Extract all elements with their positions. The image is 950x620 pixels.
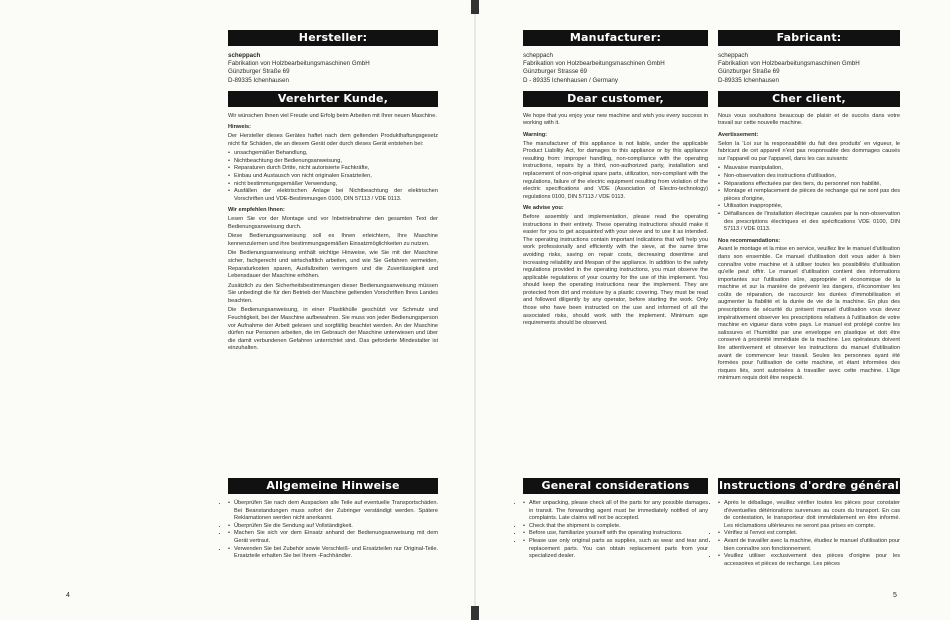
list-item: • Utilisation inappropriée, bbox=[718, 203, 900, 211]
list-item: • Montage et remplacement de pièces de rechange qui ne sont pas des pièces d'origine, bbox=[718, 188, 900, 203]
list-item: • • After unpacking, please check all of the parts for any possible damages in transit. The forwarding agent must be immediately notified of any complaints. Late claims will not be accepted. bbox=[523, 500, 708, 523]
address-line: Günzburger Strasse 69 bbox=[523, 68, 587, 76]
list-item: • unsachgemäßer Behandlung, bbox=[228, 150, 438, 158]
address-line: scheppach bbox=[228, 52, 261, 59]
french-manufacturer-heading: Fabricant: bbox=[718, 30, 900, 46]
warning-title: Warning: bbox=[523, 132, 548, 138]
list-item: • Reparaturen durch Dritte, nicht autorisierte Fachkräfte, bbox=[228, 165, 438, 173]
english-general-list bbox=[523, 500, 708, 561]
recommend-text: Avant le montage et la mise en service, veuillez lire le manuel d'utilisation dans son ensemble. Ce manuel d'utilisation doit vous aider à bien connaître votre machine et à utiliser toutes les possibilités d'utilisation qu'elle peut offrir. Le manuel d'utilisation contient des informations importantes sur l'utilisation sûre, appropriée et économique de la machine et sur la manière de prévenir les dangers, d'économiser les coûts de réparation, de raccourcir les durées d'immobilisation et augmenter la fiabilité et la durée de vie de la machine. En plus des prescriptions de sécurité du présent manuel d'utilisation vous devez impérativement observer les prescriptions relatives à l'utilisation de votre machine en vigueur dans votre pays. Le manuel est protégé contre les salissures et l'humidité par une enveloppe en plastique et doit être conservé à proximité immédiate de la machine. Les opérateurs doivent lire attentivement et observer les instructions du manuel d'utilisation avant de commencer leur travail. Seules les personnes ayant été formées pour l'utilisation de cette machine, et étant informées des risques liés, sont autorisées à travailler avec cette machine. L'âge minimum requis doit être respecté. bbox=[718, 246, 900, 382]
german-address bbox=[228, 52, 438, 85]
list-item: • • Vérifiez si l'envoi est complet. bbox=[718, 530, 900, 538]
list-item: • Réparations effectuées par des tiers, du personnel non habilité, bbox=[718, 181, 900, 189]
list-item: • Ausfällen der elektrischen Anlage bei Nichtbeachtung der elektrischen Vorschriften und VDE-Bestimmungen 0100, DIN 57113 / VDE 0113. bbox=[228, 188, 438, 203]
paragraph: Die Bedienungsanweisung enthält wichtige Hinweise, wie Sie mit der Maschine sicher, fachgerecht und wirtschaftlich arbeiten, und wie Sie Gefahren vermeiden, Reparaturkosten sparen, Ausfallzeiten verringern und die Zuverlässigkeit und Lebensdauer der Maschine erhöhen. bbox=[228, 250, 438, 280]
paragraph: Lesen Sie vor der Montage und vor Inbetriebnahme den gesamten Text der Bedienungsanweisung durch. bbox=[228, 215, 438, 230]
list-item: • • Après le déballage, veuillez vérifier toutes les pièces pour constater d'éventuelles détériorations survenues au cours du transport. En cas de contestation, le transporteur doit immédiatement en être informé. Les réclamations ultérieures ne seront pas prises en compte. bbox=[718, 500, 900, 530]
list-item: • • Veuillez utiliser exclusivement des pièces d'origine pour les accessoires et pièces de rechange. Les pièces bbox=[718, 553, 900, 568]
paragraph: Diese Bedienungsanweisung soll es Ihnen erleichtern, Ihre Maschine kennenzulernen und ihre bestimmungsgemäßen Einsatzmöglichkeiten zu nutzen. bbox=[228, 233, 438, 247]
list-item: • • Check that the shipment is complete. bbox=[523, 523, 708, 531]
intro-text: Nous vous souhaitons beaucoup de plaisir et de succès dans votre travail sur cette nouvelle machine. bbox=[718, 112, 900, 127]
list-item: • Non-observation des instructions d'utilisation, bbox=[718, 173, 900, 181]
french-column bbox=[718, 30, 900, 385]
list-item: • • Please use only original parts as supplies, such as wear and tear and replacement parts. You can obtain replacement parts from your specialized dealer. bbox=[523, 538, 708, 561]
list-item: • • Überprüfen Sie nach dem Auspacken alle Teile auf eventuelle Transportschäden. Bei Beanstandungen muss sofort der Zubringer verständigt werden. Spätere Reklamationen werden nicht anerkannt. bbox=[228, 500, 438, 523]
german-body bbox=[228, 113, 438, 353]
english-manufacturer-heading: Manufacturer: bbox=[523, 30, 708, 46]
recommend-title: Nos recommandations: bbox=[718, 237, 781, 244]
advise-text: Before assembly and implementation, please read the operating instructions in their entirety. These operating instructions should make it easier for you to get acquainted with your sieve and to use it as intended. The operating instructions contain important indications that will help you work professionally and efficiently with the sieve, at the same time avoiding risks, saving on repair costs, decreasing downtime and increasing reliability and lifespan of the appliance. In addition to the safety regulations provided in the operating instructions, you must observe the applicable regulations of your country for the use of this implement. You should keep the operating instructions near the implement. They are protected from dirt and moisture by a plastic covering. They must be read and followed diligently by any operator, before starting the work. Only those who have been instructed on the use and informed of all the associated risks, should work with the implement. Minimum age requirements should be observed. bbox=[523, 213, 708, 327]
english-column bbox=[523, 30, 708, 330]
list-item: • Mauvaise manipulation, bbox=[718, 165, 900, 173]
english-body bbox=[523, 113, 708, 328]
german-general-heading: Allgemeine Hinweise bbox=[228, 478, 438, 494]
warning-list bbox=[718, 165, 900, 233]
list-item: • • Überprüfen Sie die Sendung auf Vollständigkeit. bbox=[228, 523, 438, 531]
english-address bbox=[523, 52, 708, 85]
warning-text: The manufacturer of this appliance is not liable, under the applicable Product Liability Act, for damages to this appliance or by this appliance resulting from: improper handling, non-compliance with the operating instructions, repairs by a third, non-authorized party, installation and replacement of non-original spare parts, utilization, non-compliant with the regulations, failure of the electric equipment resulting from violation of the electric specifications and VDE (Association of Electro-technology) regulations 0100, DIN 57113 / VDE 0113. bbox=[523, 140, 708, 200]
list-item: • Défaillances de l'installation électrique causées par la non-observation des prescriptions électriques et des spécifications VDE 0100, DIN 57113 / VDE 0113. bbox=[718, 211, 900, 234]
address-line: Fabrikation von Holzbearbeitungsmaschinen GmbH bbox=[718, 60, 860, 68]
warning-text: Selon la 'Loi sur la responsabilité du fait des produits' en vigueur, le fabricant de cet appareil n'est pas responsable des dommages causés sur l'appareil ou par l'appareil, dans les cas suivants: bbox=[718, 140, 900, 162]
french-general-list bbox=[718, 500, 900, 568]
list-item: • nicht bestimmungsgemäßer Verwendung, bbox=[228, 181, 438, 189]
list-item: • • Verwenden Sie bei Zubehör sowie Verschleiß- und Ersatzteilen nur Original-Teile. Ersatzteile erhalten Sie bei Ihrem ‑Fachhändler. bbox=[228, 546, 438, 561]
address-line: D-89335 Ichenhausen bbox=[228, 76, 289, 84]
list-item: • Einbau und Austausch von nicht originalen Ersatzteilen, bbox=[228, 173, 438, 181]
french-customer-heading: Cher client, bbox=[718, 91, 900, 107]
german-general-section bbox=[228, 478, 438, 561]
page-gutter bbox=[474, 0, 476, 620]
address-line: Fabrikation von Holzbearbeitungsmaschinen GmbH bbox=[523, 60, 665, 68]
english-general-heading: General considerations bbox=[523, 478, 708, 494]
intro-text: Wir wünschen Ihnen viel Freude und Erfolg beim Arbeiten mit Ihrer neuen Maschine. bbox=[228, 112, 437, 119]
french-body bbox=[718, 113, 900, 383]
list-item: • Nichtbeachtung der Bedienungsanweisung, bbox=[228, 158, 438, 166]
address-line: scheppach bbox=[718, 52, 748, 59]
page-number-right: 5 bbox=[893, 592, 897, 599]
paragraph: Die Bedienungsanweisung, in einer Plastikhülle geschützt vor Schmutz und Feuchtigkeit, bei der Maschine aufbewahren. Sie muss von jeder Bedienungsperson vor Aufnahme der Arbeit gelesen und sorgfältig beachtet werden. An der Maschine dürfen nur Personen arbeiten, die im Gebrauch der Maschine unterwiesen und über die damit verbundenen Gefahren unterrichtet sind. Das geforderte Mindestalter ist einzuhalten. bbox=[228, 307, 438, 352]
intro-text: We hope that you enjoy your new machine and wish you every success in working with it. bbox=[523, 112, 708, 127]
address-line: Günzburger Straße 69 bbox=[718, 68, 780, 76]
german-column bbox=[228, 30, 438, 355]
list-item: • • Avant de travailler avec la machine, étudiez le manuel d'utilisation pour bien connaître son fonctionnement. bbox=[718, 538, 900, 553]
german-manufacturer-heading: Hersteller: bbox=[228, 30, 438, 46]
french-general-section bbox=[718, 478, 900, 568]
german-customer-heading: Verehrter Kunde, bbox=[228, 91, 438, 107]
english-customer-heading: Dear customer, bbox=[523, 91, 708, 107]
advise-title: We advise you: bbox=[523, 205, 564, 212]
fold-mark-top bbox=[471, 0, 479, 14]
list-item: • • Machen Sie sich vor dem Einsatz anhand der Bedienungsanweisung mit dem Gerät vertraut. bbox=[228, 530, 438, 545]
note-text: Der Hersteller dieses Gerätes haftet nach dem geltenden Produkthaftungsgesetz nicht für Schäden, die an diesem Gerät oder durch dieses Gerät entstehen bei: bbox=[228, 133, 438, 147]
note-title: Hinweis: bbox=[228, 124, 252, 131]
french-address bbox=[718, 52, 900, 85]
recommend-title: Wir empfehlen Ihnen: bbox=[228, 207, 285, 214]
warning-title: Avertissement: bbox=[718, 132, 759, 138]
address-line: Fabrikation von Holzbearbeitungsmaschinen GmbH bbox=[228, 60, 370, 68]
address-line: D-89335 Ichenhausen bbox=[718, 76, 779, 84]
english-general-section bbox=[523, 478, 708, 561]
liability-list bbox=[228, 150, 438, 203]
paragraph: Zusätzlich zu den Sicherheitsbestimmungen dieser Bedienungsanweisung müssen Sie unbedingt die für den Betrieb der Maschine geltenden Vorschriften Ihres Landes beachten. bbox=[228, 282, 438, 304]
german-general-list bbox=[228, 500, 438, 561]
fold-mark-bottom bbox=[471, 606, 479, 620]
page-number-left: 4 bbox=[66, 592, 70, 599]
address-line: scheppach bbox=[523, 52, 553, 59]
address-line: D - 89335 Ichenhausen / Germany bbox=[523, 76, 618, 84]
french-general-heading: Instructions d'ordre général bbox=[719, 479, 899, 492]
list-item: • • Before use, familiarize yourself with the operating instructions. bbox=[523, 530, 708, 538]
address-line: Günzburger Straße 69 bbox=[228, 68, 290, 76]
